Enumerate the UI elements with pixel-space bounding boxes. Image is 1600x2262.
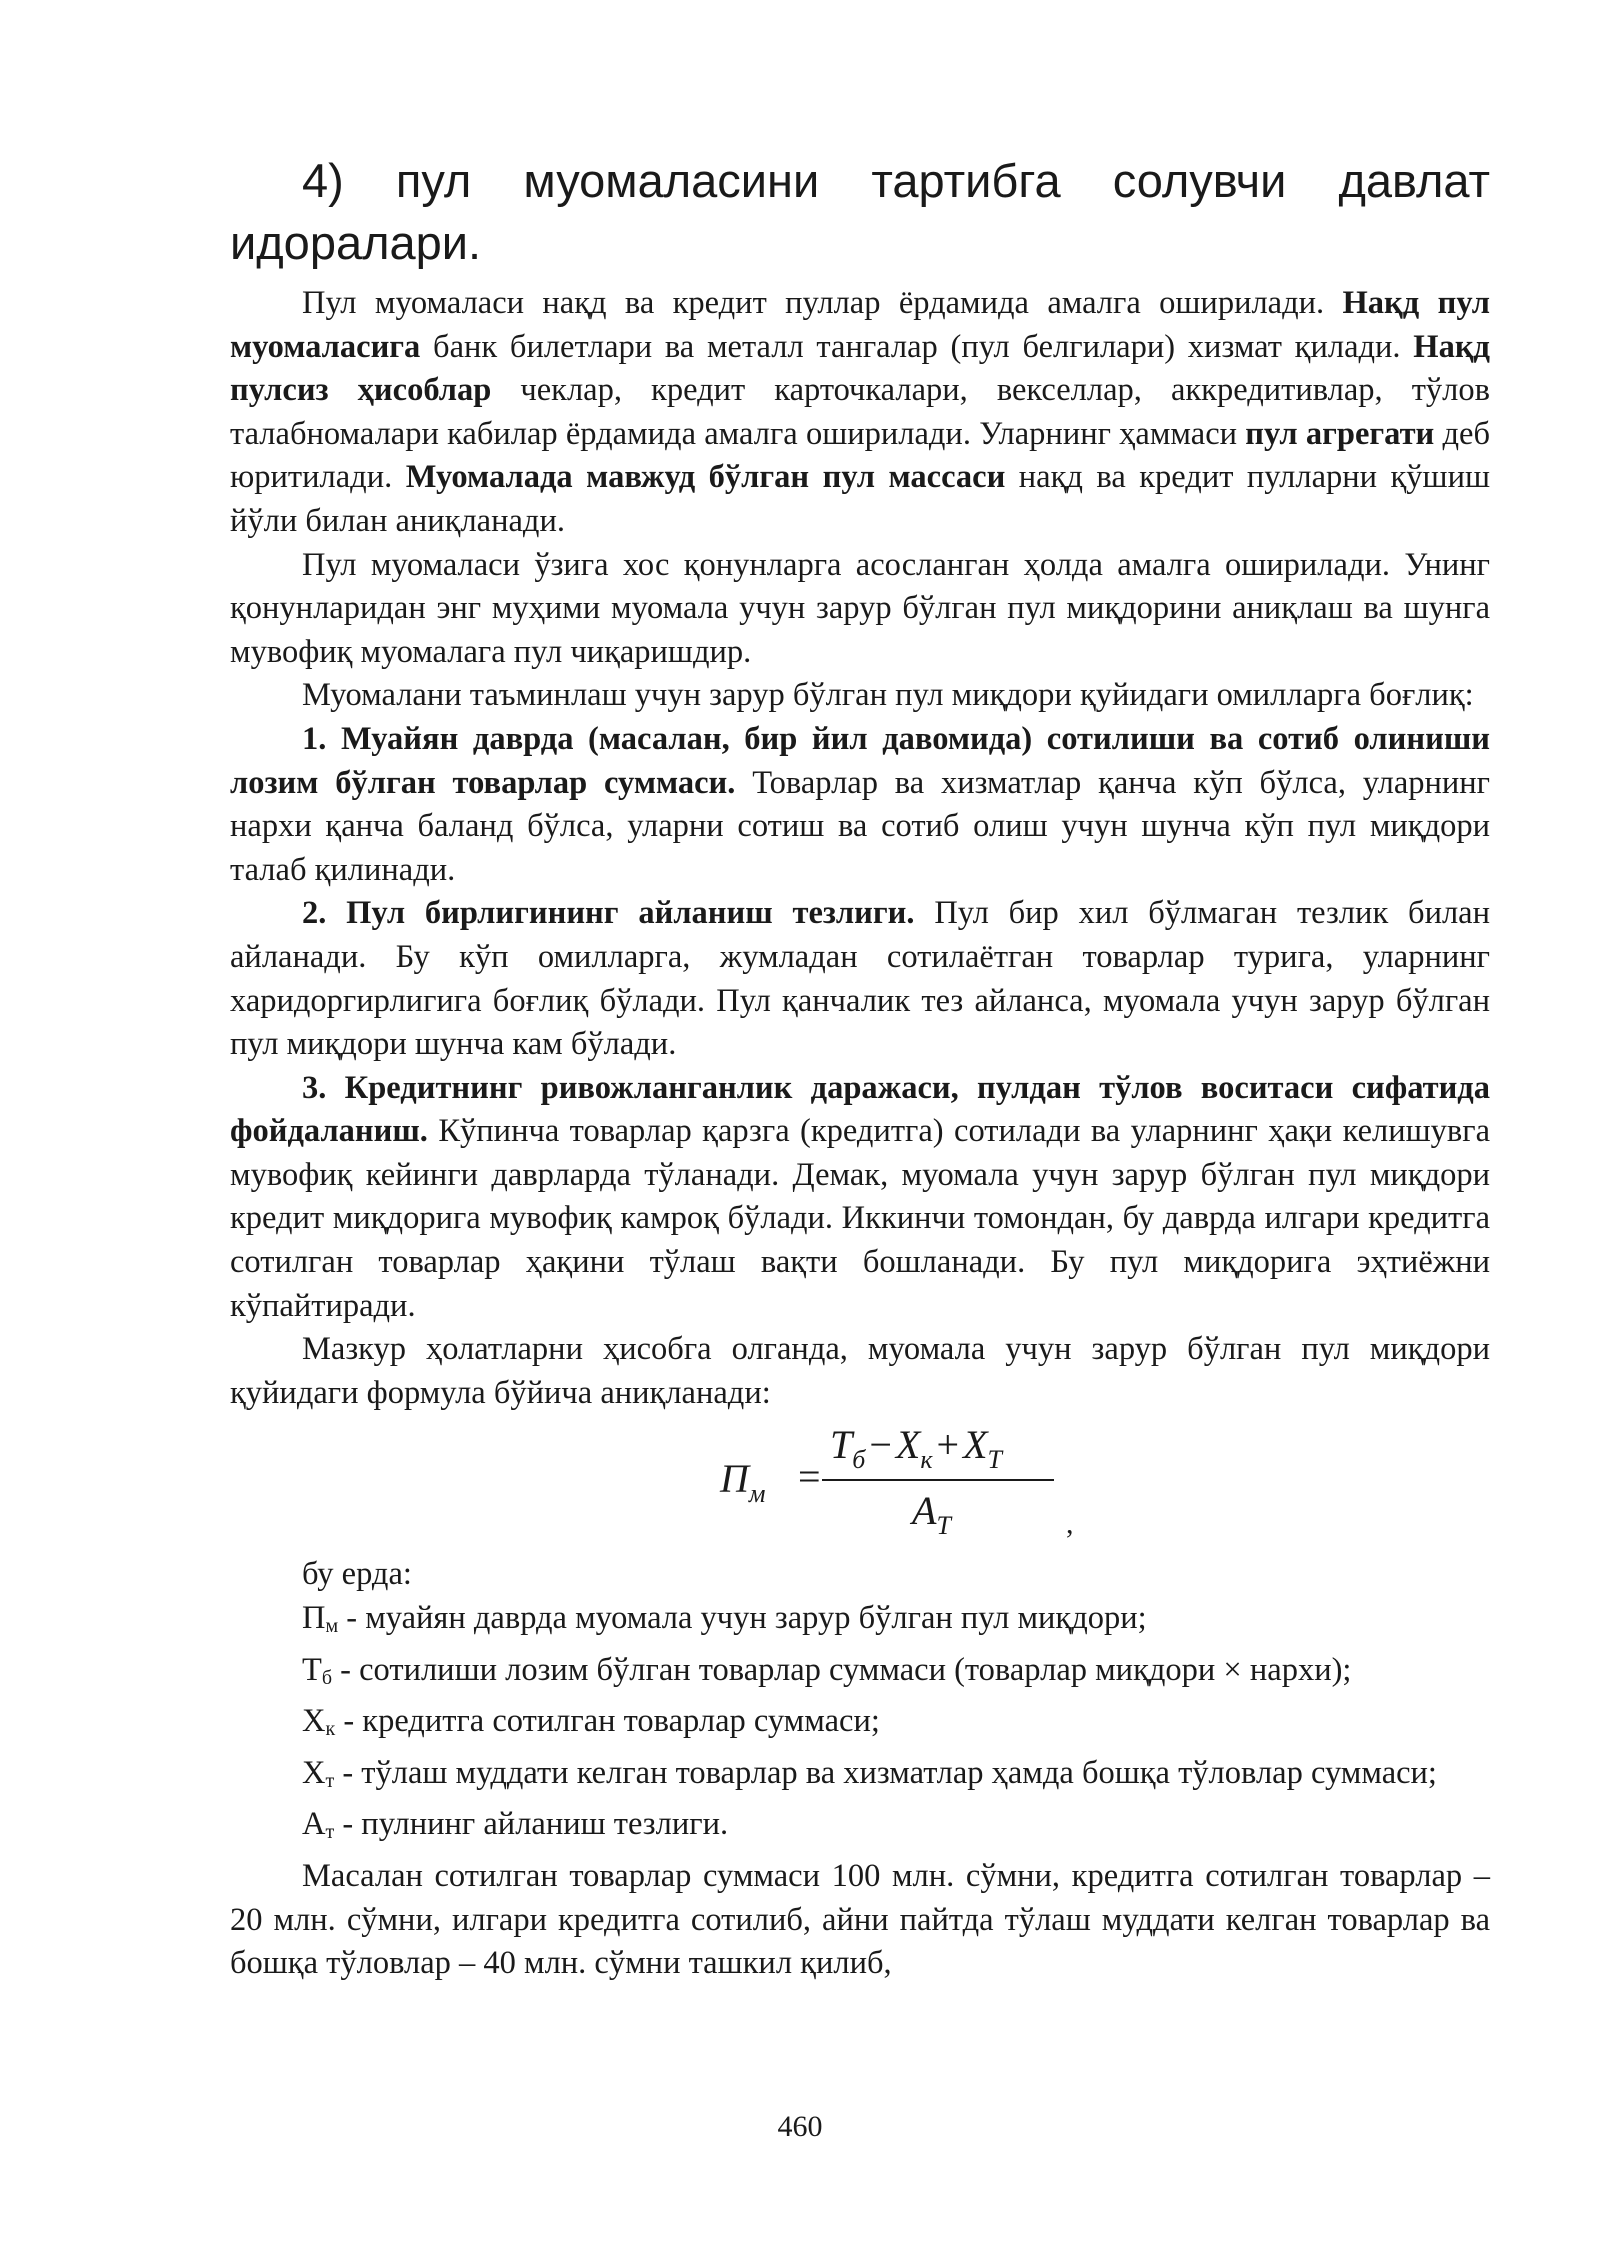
text-span: банк билетлари ва металл тангалар (пул белгилари) хизмат қилади. (420, 328, 1414, 365)
page-number: 460 (777, 2110, 823, 2143)
factor-item-2 (230, 892, 1490, 1066)
paragraph-money-circulation (230, 282, 1490, 544)
formula-denominator: $А_Т$ (912, 1488, 951, 1541)
factor-text: Пул бир хил бўлмаган тезлик билан айланади. Бу кўп омилларга, жумладан сотилаётган товарлар турига, уларнинг харидоргирлигига боғлиқ бўлади. Пул қанчалик тез айланса, муомала учун зарур бўлган пул миқдори шунча кам бўлади. (230, 895, 1490, 1063)
text-span: деб юритилади. (230, 415, 1491, 496)
factor-title: 2. Пул бирлигининг айланиш тезлиги. (302, 895, 915, 932)
factor-title: 1. Муайян даврда (масалан, бир йил давомида) сотилиши ва сотиб олиниши лозим бўлган товарлар суммаси. (230, 720, 1490, 801)
definition-item: $Т_б$ - сотилиши лозим бўлган товарлар суммаси (товарлар миқдори × нархи); (302, 1651, 1352, 1689)
factor-item-1 (230, 718, 1490, 892)
formula-equals: = (798, 1454, 821, 1500)
paragraph-factors-intro: Муомалани таъминлаш учун зарур бўлган пул миқдори қуйидаги омилларга боғлиқ: (302, 677, 1474, 714)
definition-item: $Х_к$ - кредитга сотилган товарлар суммаси; (302, 1703, 880, 1741)
bold-term: Нақд пулсиз ҳисоблар (230, 328, 1490, 409)
money-quantity-formula (230, 1421, 1490, 1553)
bold-term: Муомалада мавжуд бўлган пул массаси (405, 459, 1006, 496)
definition-item: $А_т$ - пулнинг айланиш тезлиги. (302, 1806, 729, 1844)
formula-comma: , (1066, 1507, 1074, 1541)
formula-numerator: $Т_б - Х_к + Х_Т$ (830, 1422, 1002, 1475)
fraction-bar (822, 1479, 1054, 1481)
factor-item-3 (230, 1067, 1490, 1329)
text-span: нақд ва кредит пулларни қўшиш йўли билан аниқланади. (230, 459, 1490, 539)
page-content (230, 150, 1490, 1986)
where-label: бу ерда: (302, 1556, 412, 1593)
definition-item: $П_м$ - муайян даврда муомала учун зарур бўлган пул миқдори; (302, 1600, 1147, 1638)
factor-text: Товарлар ва хизматлар қанча кўп бўлса, уларнинг нархи қанча баланд бўлса, уларни сотиш ва сотиб олиш учун шунча кўп пул миқдори талаб қилинади. (230, 764, 1491, 888)
formula-lhs: $П_м$ (720, 1456, 766, 1509)
paragraph-example: Масалан сотилган товарлар суммаси 100 млн. сўмни, кредитга сотилган товарлар – 20 млн. сўмни, илгари кредитга сотилиб, айни пайтда тўлаш муддати келган товарлар ва бошқа тўловлар – 40 млн. сўмни ташкил қилиб, (230, 1858, 1490, 1982)
section-heading: 4) пул муомаласини тартибга солувчи давлат идоралари. (230, 154, 1490, 269)
text-span: чеклар, кредит карточкалари, векселлар, аккредитивлар, тўлов талабномалари кабилар ёрдамида амалга оширилади. Уларнинг ҳаммаси (230, 372, 1490, 452)
text-span: Пул муомаласи нақд ва кредит пуллар ёрдамида амалга оширилади. (302, 285, 1343, 321)
factor-text: Кўпинча товарлар қарзга (кредитга) сотилади ва уларнинг ҳақи келишувга мувофиқ кейинги даврларда тўланади. Демак, муомала учун зарур бўлган пул миқдори кредит миқдорига мувофиқ камроқ бўлади. Иккинчи томондан, бу даврда илгари кредитга сотилган товарлар ҳақини тўлаш вақти бошланади. Бу пул миқдорига эҳтиёжни кўпайтиради. (230, 1113, 1490, 1324)
paragraph-laws: Пул муомаласи ўзига хос қонунларга асосланган ҳолда амалга оширилади. Унинг қонунларидан энг муҳими муомала учун зарур бўлган пул миқдорини аниқлаш ва шунга мувофиқ муомалага пул чиқаришдир. (230, 546, 1490, 670)
bold-term: Нақд пул муомаласига (230, 285, 1490, 365)
factor-title: 3. Кредитнинг ривожланганлик даражаси, пулдан тўлов воситаси сифатида фойдаланиш. (230, 1069, 1490, 1150)
definition-item: $Х_т$ - тўлаш муддати келган товарлар ва хизматлар ҳамда бошқа тўловлар суммаси; (302, 1754, 1437, 1792)
paragraph-formula-intro: Мазкур ҳолатларни ҳисобга олганда, муомала учун зарур бўлган пул миқдори қуйидаги формула бўйича аниқланади: (230, 1331, 1490, 1411)
bold-term: пул агрегати (1245, 415, 1435, 452)
